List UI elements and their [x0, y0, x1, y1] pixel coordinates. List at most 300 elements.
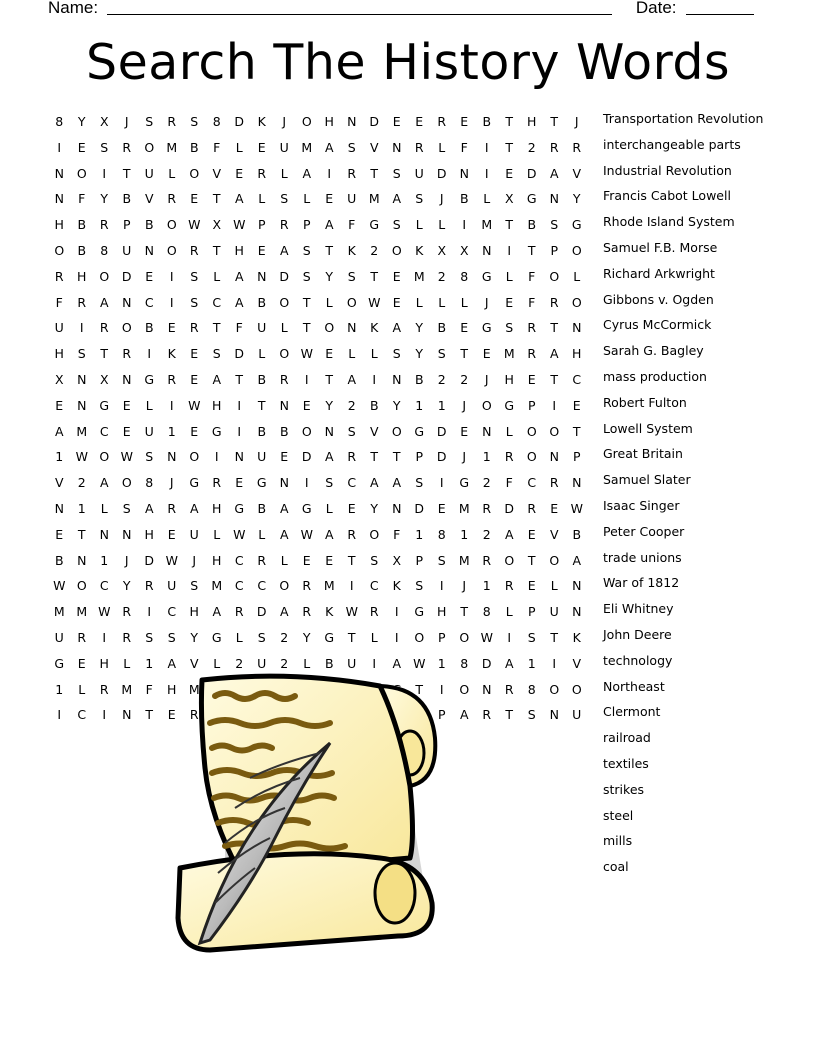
grid-letter[interactable]: R — [302, 578, 312, 594]
grid-letter[interactable]: B — [257, 423, 267, 439]
grid-letter[interactable]: B — [459, 191, 469, 207]
grid-letter[interactable]: 1 — [437, 655, 446, 671]
grid-letter[interactable]: H — [99, 655, 109, 671]
grid-letter[interactable]: R — [99, 320, 109, 336]
grid-letter[interactable]: O — [99, 268, 110, 284]
grid-letter[interactable]: F — [460, 139, 468, 155]
grid-letter[interactable]: L — [438, 217, 446, 233]
grid-letter[interactable]: 8 — [460, 655, 469, 671]
grid-letter[interactable]: R — [167, 191, 177, 207]
grid-letter[interactable]: R — [122, 346, 132, 362]
grid-letter[interactable]: S — [347, 268, 356, 284]
grid-letter[interactable]: O — [459, 681, 470, 697]
grid-letter[interactable]: 2 — [437, 268, 446, 284]
grid-letter[interactable]: J — [462, 449, 467, 465]
grid-letter[interactable]: N — [279, 397, 289, 413]
grid-letter[interactable]: O — [346, 294, 357, 310]
grid-letter[interactable]: 1 — [167, 423, 176, 439]
grid-letter[interactable]: H — [54, 217, 64, 233]
grid-letter[interactable]: L — [123, 655, 131, 671]
grid-letter[interactable]: O — [414, 629, 425, 645]
grid-letter[interactable]: D — [481, 655, 492, 671]
grid-letter[interactable]: 2 — [280, 655, 289, 671]
grid-letter[interactable]: E — [257, 242, 266, 258]
grid-letter[interactable]: A — [369, 475, 379, 491]
grid-letter[interactable]: E — [55, 526, 64, 542]
grid-letter[interactable]: N — [77, 397, 87, 413]
grid-letter[interactable]: K — [392, 578, 401, 594]
grid-letter[interactable]: O — [279, 346, 290, 362]
grid-letter[interactable]: L — [235, 139, 243, 155]
grid-letter[interactable]: R — [167, 114, 177, 129]
grid-letter[interactable]: O — [391, 242, 402, 258]
grid-letter[interactable]: E — [167, 707, 176, 723]
grid-letter[interactable]: C — [99, 423, 109, 439]
grid-letter[interactable]: N — [54, 191, 64, 207]
grid-letter[interactable]: S — [392, 346, 401, 362]
grid-letter[interactable]: L — [370, 629, 378, 645]
grid-letter[interactable]: T — [212, 242, 221, 258]
grid-letter[interactable]: E — [190, 346, 199, 362]
grid-letter[interactable]: D — [504, 500, 515, 516]
grid-letter[interactable]: L — [213, 268, 221, 284]
grid-letter[interactable]: G — [481, 320, 492, 336]
grid-letter[interactable]: 2 — [347, 397, 356, 413]
grid-letter[interactable]: M — [368, 191, 380, 207]
grid-letter[interactable]: K — [347, 242, 356, 258]
grid-letter[interactable]: E — [572, 397, 581, 413]
grid-letter[interactable]: H — [212, 552, 222, 568]
grid-letter[interactable]: O — [571, 242, 582, 258]
grid-letter[interactable]: A — [324, 526, 334, 542]
grid-letter[interactable]: I — [169, 397, 174, 413]
grid-letter[interactable]: E — [325, 191, 334, 207]
grid-letter[interactable]: U — [347, 191, 357, 207]
grid-letter[interactable]: 1 — [482, 449, 491, 465]
grid-letter[interactable]: B — [189, 139, 199, 155]
grid-letter[interactable]: Y — [325, 268, 334, 284]
grid-letter[interactable]: I — [439, 681, 444, 697]
grid-letter[interactable]: E — [460, 320, 469, 336]
grid-letter[interactable]: U — [257, 449, 267, 465]
grid-letter[interactable]: R — [99, 217, 109, 233]
grid-letter[interactable]: W — [413, 655, 426, 671]
grid-letter[interactable]: I — [169, 294, 174, 310]
grid-letter[interactable]: B — [144, 320, 154, 336]
grid-letter[interactable]: E — [122, 423, 131, 439]
grid-letter[interactable]: G — [324, 629, 335, 645]
grid-letter[interactable]: L — [325, 294, 333, 310]
grid-letter[interactable]: K — [167, 346, 176, 362]
grid-letter[interactable]: 8 — [437, 526, 446, 542]
grid-letter[interactable]: R — [234, 604, 244, 620]
grid-letter[interactable]: P — [122, 217, 131, 233]
grid-letter[interactable]: I — [552, 397, 557, 413]
grid-letter[interactable]: N — [122, 526, 132, 542]
grid-letter[interactable]: R — [369, 604, 379, 620]
grid-letter[interactable]: K — [572, 629, 581, 645]
grid-letter[interactable]: H — [572, 346, 582, 362]
grid-letter[interactable]: A — [392, 320, 402, 336]
grid-letter[interactable]: R — [347, 526, 357, 542]
grid-letter[interactable]: A — [302, 165, 312, 181]
grid-letter[interactable]: O — [369, 526, 380, 542]
grid-letter[interactable]: P — [437, 707, 446, 723]
grid-letter[interactable]: 1 — [145, 655, 154, 671]
grid-letter[interactable]: G — [189, 475, 200, 491]
grid-letter[interactable]: A — [99, 294, 109, 310]
grid-letter[interactable]: T — [212, 320, 221, 336]
grid-letter[interactable]: T — [527, 242, 536, 258]
grid-letter[interactable]: H — [167, 681, 177, 697]
grid-letter[interactable]: E — [392, 294, 401, 310]
grid-letter[interactable]: M — [458, 500, 470, 516]
grid-letter[interactable]: I — [237, 397, 242, 413]
grid-letter[interactable]: T — [550, 320, 559, 336]
grid-letter[interactable]: N — [54, 500, 64, 516]
grid-letter[interactable]: L — [280, 552, 288, 568]
grid-letter[interactable]: T — [572, 423, 581, 439]
grid-letter[interactable]: E — [190, 423, 199, 439]
grid-letter[interactable]: J — [484, 371, 489, 387]
grid-letter[interactable]: O — [526, 423, 537, 439]
grid-letter[interactable]: I — [484, 139, 489, 155]
grid-letter[interactable]: L — [258, 191, 266, 207]
grid-letter[interactable]: D — [121, 268, 132, 284]
grid-letter[interactable]: G — [414, 604, 425, 620]
grid-letter[interactable]: R — [527, 320, 537, 336]
grid-letter[interactable]: E — [145, 268, 154, 284]
grid-letter[interactable]: T — [505, 217, 514, 233]
grid-letter[interactable]: I — [552, 655, 557, 671]
grid-letter[interactable]: R — [302, 604, 312, 620]
grid-letter[interactable]: E — [550, 500, 559, 516]
grid-letter[interactable]: U — [257, 320, 267, 336]
grid-letter[interactable]: T — [325, 371, 334, 387]
grid-letter[interactable]: N — [549, 449, 559, 465]
grid-letter[interactable]: T — [257, 397, 266, 413]
grid-letter[interactable]: R — [549, 294, 559, 310]
grid-letter[interactable]: R — [144, 578, 154, 594]
grid-letter[interactable]: M — [121, 681, 133, 697]
grid-letter[interactable]: L — [438, 139, 446, 155]
grid-letter[interactable]: R — [257, 552, 267, 568]
grid-letter[interactable]: I — [439, 578, 444, 594]
grid-letter[interactable]: M — [188, 681, 200, 697]
grid-letter[interactable]: G — [54, 655, 65, 671]
grid-letter[interactable]: X — [459, 242, 469, 258]
grid-letter[interactable]: I — [169, 268, 174, 284]
grid-letter[interactable]: C — [212, 294, 222, 310]
grid-letter[interactable]: D — [234, 114, 245, 129]
grid-letter[interactable]: S — [190, 294, 199, 310]
grid-letter[interactable]: O — [189, 165, 200, 181]
grid-letter[interactable]: L — [213, 655, 221, 671]
grid-letter[interactable]: U — [414, 165, 424, 181]
grid-letter[interactable]: S — [77, 346, 86, 362]
grid-letter[interactable]: R — [99, 681, 109, 697]
grid-letter[interactable]: 8 — [55, 114, 64, 129]
grid-letter[interactable]: J — [282, 114, 287, 129]
grid-letter[interactable]: R — [347, 165, 357, 181]
grid-letter[interactable]: J — [462, 397, 467, 413]
grid-letter[interactable]: A — [392, 655, 402, 671]
grid-letter[interactable]: E — [325, 552, 334, 568]
grid-letter[interactable]: A — [504, 655, 514, 671]
grid-letter[interactable]: R — [527, 500, 537, 516]
grid-letter[interactable]: N — [572, 578, 582, 594]
grid-letter[interactable]: S — [302, 268, 311, 284]
grid-letter[interactable]: T — [235, 371, 244, 387]
grid-letter[interactable]: M — [458, 552, 470, 568]
grid-letter[interactable]: 2 — [77, 475, 86, 491]
grid-letter[interactable]: S — [122, 500, 131, 516]
grid-letter[interactable]: N — [167, 449, 177, 465]
grid-letter[interactable]: I — [57, 139, 62, 155]
grid-letter[interactable]: B — [482, 114, 492, 129]
grid-letter[interactable]: A — [279, 604, 289, 620]
grid-letter[interactable]: W — [53, 578, 66, 594]
grid-letter[interactable]: L — [100, 500, 108, 516]
grid-letter[interactable]: H — [144, 526, 154, 542]
grid-letter[interactable]: S — [437, 346, 446, 362]
date-blank[interactable] — [686, 0, 754, 15]
grid-letter[interactable]: T — [325, 242, 334, 258]
grid-letter[interactable]: H — [437, 604, 447, 620]
grid-letter[interactable]: N — [122, 294, 132, 310]
grid-letter[interactable]: E — [190, 191, 199, 207]
grid-letter[interactable]: C — [234, 552, 244, 568]
grid-letter[interactable]: O — [279, 578, 290, 594]
grid-letter[interactable]: E — [460, 114, 469, 129]
grid-letter[interactable]: U — [144, 165, 154, 181]
grid-letter[interactable]: E — [505, 294, 514, 310]
grid-letter[interactable]: I — [507, 629, 512, 645]
grid-letter[interactable]: D — [436, 449, 447, 465]
grid-letter[interactable]: G — [144, 371, 155, 387]
grid-letter[interactable]: 8 — [482, 604, 491, 620]
grid-letter[interactable]: T — [302, 320, 311, 336]
grid-letter[interactable]: D — [436, 423, 447, 439]
grid-letter[interactable]: R — [504, 449, 514, 465]
grid-letter[interactable]: L — [505, 268, 513, 284]
grid-letter[interactable]: S — [302, 242, 311, 258]
grid-letter[interactable]: S — [347, 139, 356, 155]
grid-letter[interactable]: T — [302, 294, 311, 310]
grid-letter[interactable]: L — [505, 604, 513, 620]
grid-letter[interactable]: F — [528, 294, 536, 310]
grid-letter[interactable]: I — [57, 707, 62, 723]
grid-letter[interactable]: E — [392, 114, 401, 129]
grid-letter[interactable]: T — [505, 114, 514, 129]
grid-letter[interactable]: W — [165, 552, 178, 568]
grid-letter[interactable]: B — [77, 217, 87, 233]
grid-letter[interactable]: 2 — [280, 629, 289, 645]
grid-letter[interactable]: T — [100, 346, 109, 362]
grid-letter[interactable]: X — [504, 191, 514, 207]
grid-letter[interactable]: O — [549, 268, 560, 284]
grid-letter[interactable]: O — [301, 423, 312, 439]
grid-letter[interactable]: B — [527, 217, 537, 233]
grid-letter[interactable]: G — [459, 475, 470, 491]
grid-letter[interactable]: L — [325, 500, 333, 516]
grid-letter[interactable]: N — [279, 475, 289, 491]
grid-letter[interactable]: O — [549, 423, 560, 439]
grid-letter[interactable]: H — [234, 242, 244, 258]
grid-letter[interactable]: P — [572, 449, 581, 465]
grid-letter[interactable]: Y — [370, 500, 379, 516]
grid-letter[interactable]: R — [504, 681, 514, 697]
grid-letter[interactable]: 2 — [437, 371, 446, 387]
grid-letter[interactable]: T — [347, 552, 356, 568]
grid-letter[interactable]: A — [234, 191, 244, 207]
grid-letter[interactable]: 2 — [482, 475, 491, 491]
grid-letter[interactable]: S — [527, 707, 536, 723]
grid-letter[interactable]: V — [54, 475, 64, 491]
grid-letter[interactable]: R — [212, 475, 222, 491]
grid-letter[interactable]: E — [460, 423, 469, 439]
grid-letter[interactable]: S — [415, 578, 424, 594]
grid-letter[interactable]: R — [414, 139, 424, 155]
grid-letter[interactable]: 2 — [527, 139, 536, 155]
grid-letter[interactable]: L — [415, 217, 423, 233]
grid-letter[interactable]: L — [258, 526, 266, 542]
grid-letter[interactable]: E — [235, 475, 244, 491]
grid-letter[interactable]: H — [212, 397, 222, 413]
grid-letter[interactable]: N — [144, 242, 154, 258]
grid-letter[interactable]: O — [571, 681, 582, 697]
grid-letter[interactable]: N — [392, 139, 402, 155]
grid-letter[interactable]: O — [549, 681, 560, 697]
grid-letter[interactable]: T — [347, 629, 356, 645]
grid-letter[interactable]: I — [102, 629, 107, 645]
grid-letter[interactable]: I — [304, 475, 309, 491]
grid-letter[interactable]: I — [214, 449, 219, 465]
grid-letter[interactable]: I — [394, 604, 399, 620]
grid-letter[interactable]: B — [369, 397, 379, 413]
grid-letter[interactable]: J — [169, 475, 174, 491]
grid-letter[interactable]: C — [167, 604, 177, 620]
grid-letter[interactable]: A — [347, 371, 357, 387]
grid-letter[interactable]: E — [527, 526, 536, 542]
grid-letter[interactable]: E — [392, 268, 401, 284]
grid-letter[interactable]: T — [527, 552, 536, 568]
grid-letter[interactable]: Y — [190, 629, 199, 645]
grid-letter[interactable]: E — [77, 655, 86, 671]
grid-letter[interactable]: R — [122, 604, 132, 620]
grid-letter[interactable]: E — [167, 320, 176, 336]
grid-letter[interactable]: P — [415, 449, 424, 465]
grid-letter[interactable]: I — [394, 629, 399, 645]
grid-letter[interactable]: L — [213, 526, 221, 542]
grid-letter[interactable]: B — [414, 371, 424, 387]
grid-letter[interactable]: 2 — [235, 655, 244, 671]
grid-letter[interactable]: G — [256, 475, 267, 491]
grid-letter[interactable]: S — [212, 346, 221, 362]
grid-letter[interactable]: S — [392, 217, 401, 233]
grid-letter[interactable]: C — [527, 475, 537, 491]
grid-letter[interactable]: A — [54, 423, 64, 439]
grid-letter[interactable]: 1 — [100, 552, 109, 568]
grid-letter[interactable]: T — [212, 191, 221, 207]
grid-letter[interactable]: F — [235, 320, 243, 336]
grid-letter[interactable]: H — [504, 371, 514, 387]
grid-letter[interactable]: 1 — [415, 526, 424, 542]
grid-letter[interactable]: O — [99, 449, 110, 465]
grid-letter[interactable]: 2 — [370, 242, 379, 258]
grid-letter[interactable]: U — [279, 139, 289, 155]
grid-letter[interactable]: S — [505, 320, 514, 336]
grid-letter[interactable]: N — [257, 268, 267, 284]
grid-letter[interactable]: A — [459, 707, 469, 723]
grid-letter[interactable]: I — [102, 165, 107, 181]
grid-letter[interactable]: E — [437, 500, 446, 516]
grid-letter[interactable]: 8 — [527, 681, 536, 697]
grid-letter[interactable]: C — [369, 578, 379, 594]
grid-letter[interactable]: N — [77, 371, 87, 387]
grid-letter[interactable]: S — [325, 475, 334, 491]
grid-letter[interactable]: R — [122, 629, 132, 645]
grid-letter[interactable]: A — [392, 475, 402, 491]
grid-letter[interactable]: Y — [77, 114, 86, 129]
grid-letter[interactable]: O — [549, 552, 560, 568]
grid-letter[interactable]: J — [484, 294, 489, 310]
grid-letter[interactable]: J — [192, 552, 197, 568]
grid-letter[interactable]: K — [415, 242, 424, 258]
grid-letter[interactable]: B — [279, 423, 289, 439]
grid-letter[interactable]: R — [167, 500, 177, 516]
grid-letter[interactable]: E — [122, 397, 131, 413]
grid-letter[interactable]: A — [144, 500, 154, 516]
grid-letter[interactable]: A — [212, 604, 222, 620]
grid-letter[interactable]: B — [77, 242, 87, 258]
grid-letter[interactable]: I — [102, 707, 107, 723]
grid-letter[interactable]: A — [279, 500, 289, 516]
grid-letter[interactable]: M — [76, 423, 88, 439]
grid-letter[interactable]: E — [280, 449, 289, 465]
grid-letter[interactable]: U — [122, 242, 132, 258]
grid-letter[interactable]: E — [302, 552, 311, 568]
grid-letter[interactable]: T — [77, 526, 86, 542]
grid-letter[interactable]: W — [120, 449, 133, 465]
grid-letter[interactable]: T — [505, 139, 514, 155]
grid-letter[interactable]: 1 — [55, 681, 64, 697]
grid-letter[interactable]: L — [573, 268, 581, 284]
grid-letter[interactable]: R — [279, 371, 289, 387]
grid-letter[interactable]: O — [144, 139, 155, 155]
grid-letter[interactable]: O — [121, 320, 132, 336]
grid-letter[interactable]: L — [303, 191, 311, 207]
grid-letter[interactable]: 8 — [100, 242, 109, 258]
grid-letter[interactable]: S — [550, 217, 559, 233]
grid-letter[interactable]: B — [144, 217, 154, 233]
grid-letter[interactable]: I — [462, 217, 467, 233]
grid-letter[interactable]: S — [392, 165, 401, 181]
grid-letter[interactable]: R — [347, 449, 357, 465]
grid-letter[interactable]: B — [572, 526, 582, 542]
grid-letter[interactable]: O — [76, 578, 87, 594]
grid-letter[interactable]: B — [437, 320, 447, 336]
grid-letter[interactable]: A — [99, 475, 109, 491]
grid-letter[interactable]: H — [212, 500, 222, 516]
grid-letter[interactable]: G — [99, 397, 110, 413]
grid-letter[interactable]: W — [570, 500, 583, 516]
grid-letter[interactable]: A — [279, 526, 289, 542]
grid-letter[interactable]: G — [369, 217, 380, 233]
grid-letter[interactable]: W — [98, 604, 111, 620]
grid-letter[interactable]: E — [257, 139, 266, 155]
name-blank[interactable] — [107, 0, 612, 15]
